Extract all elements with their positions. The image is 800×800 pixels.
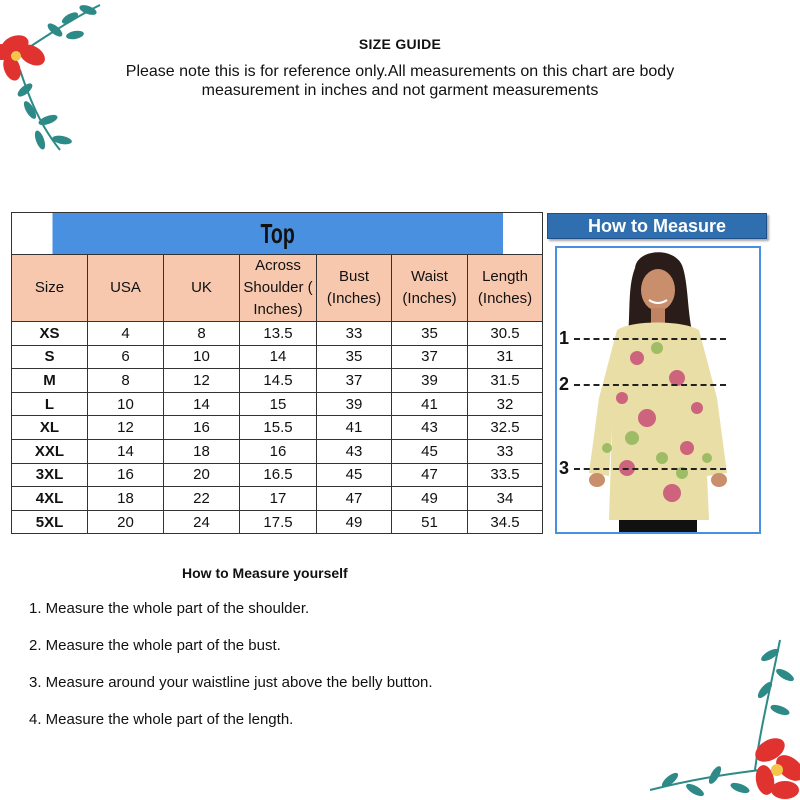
- table-cell: 12: [164, 369, 240, 393]
- table-cell: 33: [468, 439, 543, 463]
- table-cell: 31.5: [468, 369, 543, 393]
- table-cell: 34: [468, 487, 543, 511]
- table-row: [12, 487, 543, 511]
- table-cell: 16: [240, 439, 317, 463]
- table-row: [12, 392, 543, 416]
- table-cell: 30.5: [468, 322, 543, 346]
- table-cell: 8: [88, 369, 164, 393]
- table-cell: 41: [392, 392, 468, 416]
- column-header: Bust (Inches): [317, 255, 392, 322]
- column-header: Waist (Inches): [392, 255, 468, 322]
- table-cell: 15.5: [240, 416, 317, 440]
- table-cell: 16: [164, 416, 240, 440]
- table-cell: 15: [240, 392, 317, 416]
- table-cell: 51: [392, 510, 468, 534]
- table-cell: 10: [164, 345, 240, 369]
- table-cell: 6: [88, 345, 164, 369]
- table-cell: 18: [88, 487, 164, 511]
- table-cell: 45: [317, 463, 392, 487]
- table-title: Top: [259, 217, 295, 249]
- table-cell: 20: [164, 463, 240, 487]
- column-header: Across Shoulder ( Inches): [240, 255, 317, 322]
- table-cell: 14: [88, 439, 164, 463]
- table-row: [12, 345, 543, 369]
- instructions-list: [29, 600, 433, 748]
- table-row: [12, 322, 543, 346]
- instruction-step: 3. Measure around your waistline just above the belly button.: [29, 674, 433, 691]
- table-cell: 24: [164, 510, 240, 534]
- table-cell: 32.5: [468, 416, 543, 440]
- table-cell: 14.5: [240, 369, 317, 393]
- table-cell: 49: [392, 487, 468, 511]
- table-cell: 12: [88, 416, 164, 440]
- measure-illustration: [555, 246, 761, 534]
- table-cell: 17.5: [240, 510, 317, 534]
- table-cell: 22: [164, 487, 240, 511]
- table-cell: 45: [392, 439, 468, 463]
- size-label-cell: M: [12, 369, 88, 393]
- bust-line: [574, 384, 726, 386]
- table-cell: 47: [392, 463, 468, 487]
- measure-marker-waist: 3: [559, 458, 570, 478]
- table-cell: 37: [392, 345, 468, 369]
- table-cell: 18: [164, 439, 240, 463]
- measure-marker-bust: 2: [559, 374, 570, 394]
- size-label-cell: XS: [12, 322, 88, 346]
- table-cell: 16.5: [240, 463, 317, 487]
- how-to-measure-heading: How to Measure: [547, 213, 767, 239]
- table-cell: 35: [392, 322, 468, 346]
- size-label-cell: 3XL: [12, 463, 88, 487]
- table-cell: 14: [240, 345, 317, 369]
- waist-line: [574, 468, 726, 470]
- size-label-cell: 5XL: [12, 510, 88, 534]
- instruction-step: 1. Measure the whole part of the shoulder.: [29, 600, 310, 617]
- table-cell: 17: [240, 487, 317, 511]
- table-cell: 31: [468, 345, 543, 369]
- column-header: Length (Inches): [468, 255, 543, 322]
- table-cell: 49: [317, 510, 392, 534]
- table-row: [12, 463, 543, 487]
- table-cell: 43: [317, 439, 392, 463]
- table-cell: 8: [164, 322, 240, 346]
- instruction-step: 4. Measure the whole part of the length.: [29, 711, 294, 728]
- model-illustration: [557, 248, 759, 532]
- floral-decoration-bottom-right: [630, 630, 800, 800]
- table-cell: 43: [392, 416, 468, 440]
- instruction-step: 2. Measure the whole part of the bust.: [29, 637, 281, 654]
- size-label-cell: XXL: [12, 439, 88, 463]
- table-cell: 32: [468, 392, 543, 416]
- table-cell: 16: [88, 463, 164, 487]
- column-header: USA: [88, 255, 164, 322]
- table-cell: 47: [317, 487, 392, 511]
- table-cell: 37: [317, 369, 392, 393]
- table-cell: 34.5: [468, 510, 543, 534]
- shoulder-line: [574, 338, 726, 340]
- disclaimer-note: Please note this is for reference only.All measurements on this chart are body measurement in inches and not garment measurements: [125, 63, 675, 99]
- table-row: [12, 439, 543, 463]
- table-row: [12, 510, 543, 534]
- size-label-cell: XL: [12, 416, 88, 440]
- page-title: SIZE GUIDE: [358, 36, 442, 52]
- table-header-row: [12, 255, 543, 322]
- table-cell: 33: [317, 322, 392, 346]
- column-header: UK: [164, 255, 240, 322]
- table-cell: 20: [88, 510, 164, 534]
- table-cell: 41: [317, 416, 392, 440]
- table-row: [12, 416, 543, 440]
- table-row: [12, 369, 543, 393]
- size-label-cell: 4XL: [12, 487, 88, 511]
- table-title-cell: [51, 213, 502, 255]
- table-cell: 14: [164, 392, 240, 416]
- size-label-cell: L: [12, 392, 88, 416]
- table-cell: 10: [88, 392, 164, 416]
- table-cell: 39: [392, 369, 468, 393]
- size-label-cell: S: [12, 345, 88, 369]
- table-cell: 35: [317, 345, 392, 369]
- instructions-title: How to Measure yourself: [182, 565, 348, 581]
- table-cell: 33.5: [468, 463, 543, 487]
- size-chart-table: [11, 212, 543, 534]
- table-cell: 13.5: [240, 322, 317, 346]
- table-cell: 4: [88, 322, 164, 346]
- column-header: Size: [12, 255, 88, 322]
- table-cell: 39: [317, 392, 392, 416]
- measure-marker-shoulder: 1: [559, 328, 570, 348]
